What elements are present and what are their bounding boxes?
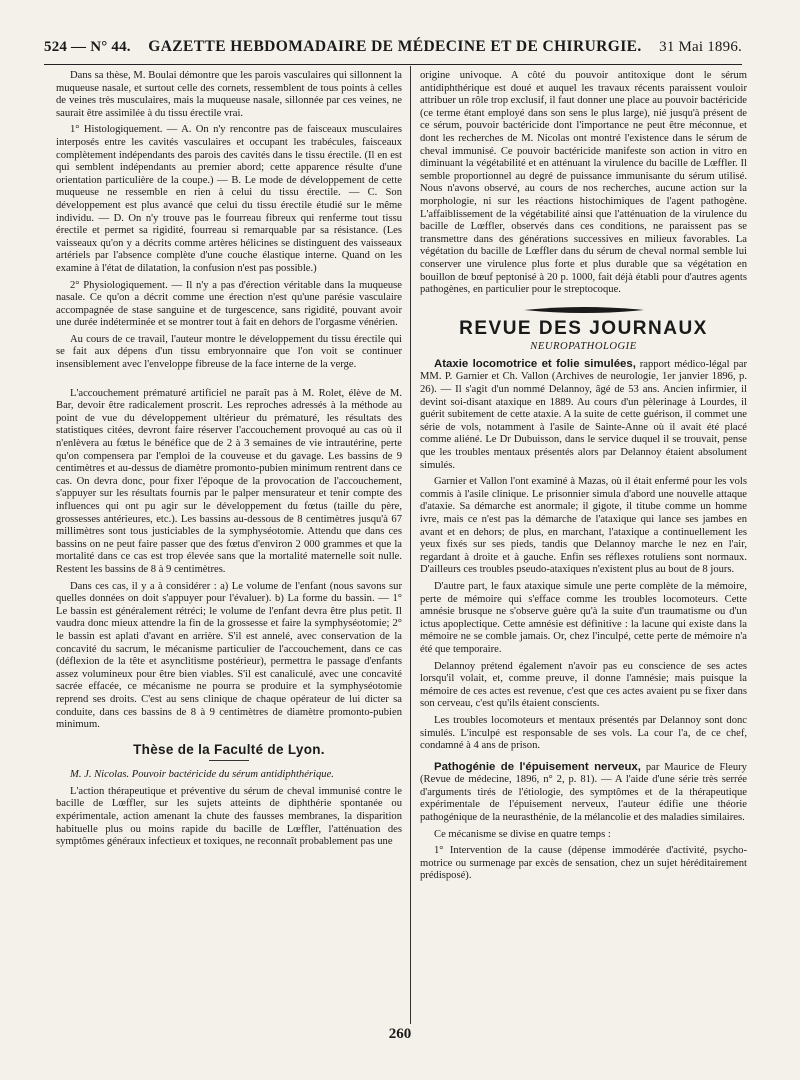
- article: [420, 358, 747, 472]
- paragraph: Ce mécanisme se divise en quatre temps :: [434, 828, 611, 840]
- section-heading: REVUE DES JOURNAUX: [459, 317, 708, 339]
- running-header: [44, 38, 742, 62]
- section-title: Thèse de la Faculté de Lyon.: [133, 741, 325, 757]
- rubric: NEUROPATHOLOGIE: [530, 341, 637, 353]
- ornamental-rule: [524, 305, 644, 315]
- left-column: [56, 70, 402, 853]
- paragraph: 2° Physiologiquement. — Il n'y a pas d'érection véritable dans la muqueuse nasale. Ce qu'on a décrit comme une érection n'est qu'une parésie vasculaire accompagnée de stase sanguine et de turgescence, sans rigidité, pouvant avoir une durée indéterminée et se montrer tout à fait en dehors de l'orgasme vénérien.: [56, 279, 402, 329]
- paragraph: 1° Intervention de la cause (dépense immodérée d'activité, psycho-motrice ou surmenage par excès de sensation, chez un sujet héréditairement prédisposé).: [420, 845, 747, 882]
- divider: [209, 760, 249, 761]
- paragraph: D'autre part, le faux ataxique simule une perte complète de la mémoire, perte de mémoire qui s'efface comme les troubles locomoteurs. Cette amnésie brusque ne s'observe guère qu'à la suite d'un traumatisme ou d'un ictus apoplectique. Cette amnésie est définitive : la lacune qui existe dans la mémoire ne se comble jamais. Or, chez l'inculpé, cette perte de mémoire n'a été que temporaire.: [420, 580, 747, 655]
- article-lead: rapport médico-légal par MM. P. Garnier et Ch. Vallon (Archives de neurologie, 1er janvier 1896, p. 26). — Il s'agit d'un nommé Delannoy, âgé de 53 ans. Ancien infirmier, il devint soi-disant ataxique en 1889. Au cours d'un pèlerinage à Lourdes, il guérit subitement de cette ataxie. A la suite de cette guérison, il commet une série de vols, notamment à l'asile de Sainte-Anne où il avait été placé comme aliéné. Le Dr Dubuisson, dans le service duquel il se trouvait, pense que les troubles mentaux présentés alors par Delannoy étaient absolument simulés.: [420, 358, 747, 471]
- paragraph: L'action thérapeutique et préventive du sérum de cheval immunisé contre le bacille de Lœffler, sur les sujets atteints de diphthérie spontanée ou expérimentale, action amenant la chute des fausses membranes, la disparition habituelle plus ou moins rapide du bacille de Lœffler, l'atténuation des symptômes généraux infectieux et toxiques, ne reconnaît probablement pas une: [56, 785, 402, 848]
- article-title: Ataxie locomotrice et folie simulées,: [434, 357, 636, 370]
- paragraph: Dans ces cas, il y a à considérer : a) Le volume de l'enfant (nous savons sur quelles données on doit s'appuyer pour l'évaluer). b) La forme du bassin. — 1° Le bassin est généralement rétréci; le volume de l'enfant devra être plus petit. Il vaudra donc mieux attendre la fin de la grossesse et faire la symphyséotomie; 2° le bassin est aplati d'avant en arrière. S'il est annelé, avec conservation de la concavité du sacrum, le mécanisme particulier de l'accouchement, dans ce cas (déflexion de la tête et asynclitisme postérieur), permettra le passage d'enfants assez volumineux pour être bien viables. S'il est canaliculé, avec une concavité sacrée effacée, ce mécanisme ne pourra se produire et la symphyséotomie reprend ses droits. C'est au sens clinique de chaque opérateur de lui dicter sa conduite, dans ces bassins de 8 à 9 centimètres de diamètre promonto-pubien minimum.: [56, 580, 402, 731]
- thesis-byline: M. J. Nicolas. Pouvoir bactéricide du sérum antidiphthérique.: [70, 769, 334, 781]
- folio-number: 260: [388, 1026, 412, 1042]
- paragraph: Dans sa thèse, M. Boulai démontre que les parois vasculaires qui sillonnent la muqueuse nasale, et surtout celle des cornets, ressemblent de tous points à celles de veines très musculaires, mais la muqueuse nasale, sillonnée par ces veines, ne saurait être assimilée à du tissu érectile vrai.: [56, 70, 402, 119]
- article: [420, 761, 747, 825]
- issue-date: 31 Mai 1896.: [659, 39, 742, 55]
- paragraph: origine univoque. A côté du pouvoir antitoxique dont le sérum antidiphthérique est doué et auquel les travaux récents paraissent vouloir attribuer un rôle trop exclusif, il faut donner une place au pouvoir bactéricide (ce terme étant employé dans son sens le plus large), nié jusqu'à présent de ce sérum, pouvoir bactéricide dont l'importance ne peut être méconnue, et dont les recherches de M. Nicolas ont montré l'existence dans le sérum de cheval immunisé. Ce pouvoir bactéricide manifeste son action in vitro en diminuant la végétabilité et en atténuant la virulence du bacille de Lœffler. Il semble proportionnel au degré de puissance immunisante du sérum utilisé. Nous n'avons observé, au cours de nos recherches, aucune action sur la morphologie, ni sur les réactions histochimiques de l'agent pathogène. L'affaiblissement de la végétabilité ainsi que l'atténuation de la virulence du bacille de Lœffler, observés dans ces conditions, ne paraissent pas se transmettre dans des générations successives en milieux favorables. La végétation du bacille de Lœffler dans du sérum de cheval normal semble lui conserver une virulence plus forte et plus durable que sa végétation en bouillon de bœuf peptonisé à 20 p. 1000, fait déjà établi pour d'autres agents pathogènes, en particulier pour le streptocoque.: [420, 70, 747, 296]
- right-column: [420, 70, 747, 887]
- journal-title: GAZETTE HEBDOMADAIRE DE MÉDECINE ET DE CHIRURGIE.: [148, 38, 642, 55]
- column-divider: [410, 66, 411, 1024]
- paragraph: Delannoy prétend également n'avoir pas eu conscience de ses actes lorsqu'il volait, et, comme preuve, il donne l'amnésie; mais puisque la mémoire de ces actes est revenue, c'est que ces actes avaient pu se fixer dans son cerveau, c'est qu'ils étaient conscients.: [420, 660, 747, 710]
- paragraph: 1° Histologiquement. — A. On n'y rencontre pas de faisceaux musculaires interposés entre les cavités vasculaires et occupant les trabécules, faisceaux complètement indépendants des parois des cavités dans le tissu érectile. (Il en est qui semblent indépendants au premier abord; cette apparence résulte d'une orientation particulière de la coupe.) — B. Le mode de développement de cette muqueuse ne ressemble en rien à celui du tissu érectile. — C. Son développement est plus avancé que celui du tissu érectile étudié sur le même individu. — D. On n'y trouve pas le fourreau fibreux qui renferme tout tissu érectile et permet sa rigidité, fourreau si remarquable par sa résistance. (Les vaisseaux qu'on y a décrits comme artères hélicines se distinguent des vaisseaux artériels par l'absence complète d'une couche élastique interne. Quand on les examine à l'état de dilatation, la confusion n'est pas possible.): [56, 124, 402, 274]
- paragraph: Garnier et Vallon l'ont examiné à Mazas, où il était enfermé pour les vols commis à l'asile clinique. Le prisonnier simula d'abord une nouvelle attaque d'ataxie. Sa démarche est anormale; il gigote, il titube comme un homme ivre, mais ce n'est pas la démarche de l'ataxique qui lance ses jambes en avant et en dehors; de plus, en marchant, l'ataxique a continuellement les yeux fixés sur ses pieds, tandis que Delannoy marche le nez en l'air, regardant à droite et à gauche. Enfin ses réflexes rotuliens sont normaux. D'ailleurs ces troubles pseudo-ataxiques n'existent plus au bout de 8 jours.: [420, 476, 747, 576]
- article-lead: par Maurice de Fleury (Revue de médecine, 1896, n° 2, p. 81). — A l'aide d'une série très serrée d'arguments tirés de l'étiologie, des symptômes et de la thérapeutique expérimentale de l'épuisement nerveux, l'auteur édifie une théorie pathogénique de la neurasthénie, de la mélancolie et des maladies similaires.: [420, 761, 747, 824]
- header-rule: [44, 64, 742, 65]
- paragraph: Au cours de ce travail, l'auteur montre le développement du tissu érectile qui se fait aux dépens d'un tissu embryonnaire que l'on voit se continuer insensiblement avec l'enveloppe fibreuse de la face interne de la verge.: [56, 333, 402, 371]
- page-number-ref: 524 — N° 44.: [44, 39, 131, 55]
- paragraph: Les troubles locomoteurs et mentaux présentés par Delannoy sont donc simulés. L'inculpé est responsable de ses vols. La cour l'a, de ce chef, condamné à 4 ans de prison.: [420, 714, 747, 752]
- article-title: Pathogénie de l'épuisement nerveux,: [434, 760, 641, 773]
- paragraph: L'accouchement prématuré artificiel ne paraît pas à M. Rolet, élève de M. Bar, devoir être radicalement proscrit. Les reproches adressés à la méthode au point de vue du développement ultérieur du prématuré, les résultats des statistiques citées, devront faire réserver l'accouchement provoqué au cas où il n'enlèvera au fœtus le bénéfice que de 2 à 3 semaines de vie intrautérine, perte qu'on compensera par l'emploi de la couveuse et du gavage. Les bassins de 9 centimètres et au-dessus de diamètre promonto-pubien minimum rentrent dans ce cas. On devra donc, pour fixer l'époque de la provocation de l'accouchement, s'appuyer sur les résultats fournis par le palper mensurateur et tenir compte des influences qui ont pu agir sur le développement du fœtus (taille du père, grossesses antérieures, etc.). Les bassins au-dessous de 8 centimètres jusqu'à 67 millimètres sont tous justiciables de la symphyséotomie. Attendu que dans ces bassins on ne peut faire passer que des fœtus d'environ 2 000 grammes et que la mortalité dans ce cas est trop élevée sans que la mortalité maternelle soit nulle. Restent les bassins de 8 à 9 centimètres.: [56, 387, 402, 575]
